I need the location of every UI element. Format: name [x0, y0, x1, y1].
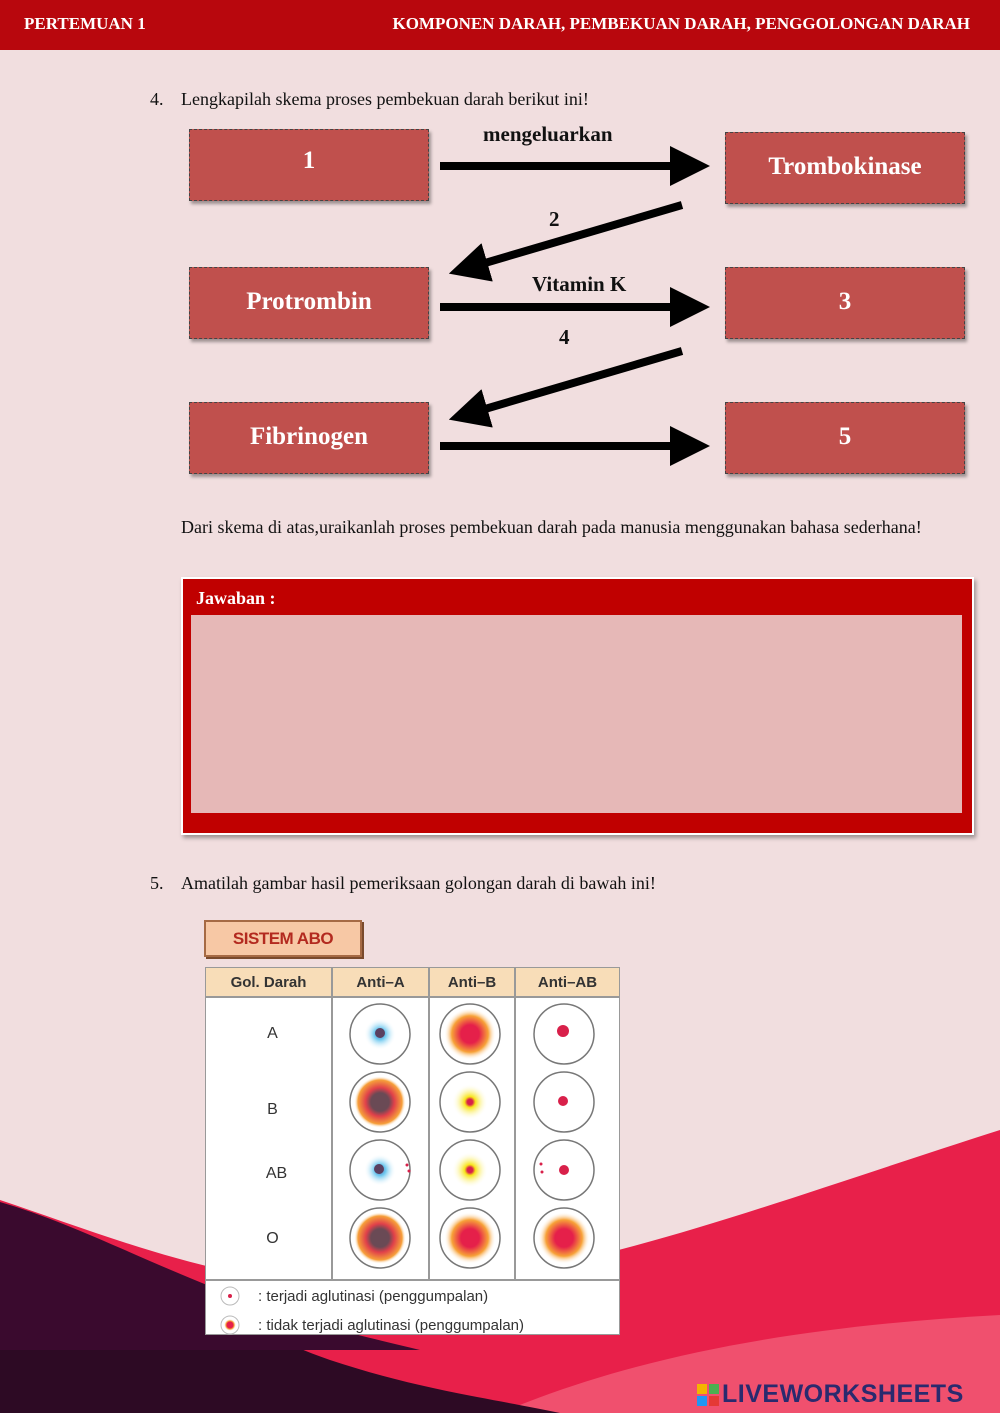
- column-header: Anti–AB: [516, 968, 619, 998]
- label-vitamin-k: Vitamin K: [532, 272, 627, 296]
- arrow-diag-2: [468, 351, 682, 414]
- brand-name: LIVEWORKSHEETS: [722, 1380, 964, 1408]
- well-o-anti-b: [440, 1208, 500, 1268]
- liveworksheets-icon: [697, 1384, 719, 1406]
- legend-agglutination: [220, 1286, 488, 1306]
- well-o-anti-ab: [534, 1208, 594, 1268]
- box-label: Fibrinogen: [249, 423, 369, 450]
- row-label: B: [267, 1101, 278, 1118]
- header-topic: KOMPONEN DARAH, PEMBEKUAN DARAH, PENGGOLONGAN DARAH: [392, 14, 970, 33]
- answer-title: Jawaban :: [196, 588, 276, 608]
- question-number: 5.: [150, 873, 164, 893]
- divider: [206, 1279, 619, 1281]
- well-ab-anti-ab: [534, 1140, 594, 1200]
- question-number: 4.: [150, 89, 164, 109]
- answer-box-5[interactable]: [725, 402, 965, 474]
- well-ab-anti-b: [440, 1140, 500, 1200]
- well-b-anti-b: [440, 1072, 500, 1132]
- box-trombokinase: [725, 132, 965, 204]
- well-a-anti-b: [440, 1004, 500, 1064]
- arrow-diag-1: [468, 205, 682, 268]
- agglutination-icon: [220, 1286, 240, 1306]
- instruction-paragraph: Dari skema di atas,uraikanlah proses pembekuan darah pada manusia menggunakan bahasa sederhana!: [181, 517, 922, 537]
- box-fibrinogen: [189, 402, 429, 474]
- label-blank-2[interactable]: 2: [549, 207, 560, 231]
- well-o-anti-a: [350, 1208, 410, 1268]
- box-label: 5: [838, 423, 852, 450]
- column-header: Gol. Darah: [206, 968, 333, 998]
- column-header: Anti–B: [430, 968, 516, 998]
- box-label: 3: [838, 288, 852, 315]
- well-a-anti-ab: [534, 1004, 594, 1064]
- box-label: 1: [302, 147, 316, 174]
- no-agglutination-icon: [220, 1315, 240, 1335]
- box-label: Trombokinase: [768, 153, 922, 180]
- answer-box-1[interactable]: [189, 129, 429, 201]
- row-label: AB: [265, 1165, 288, 1182]
- row-label: A: [267, 1025, 278, 1042]
- answer-panel: [181, 577, 974, 835]
- column-header: Anti–A: [333, 968, 430, 998]
- box-protrombin: [189, 267, 429, 339]
- well-b-anti-ab: [534, 1072, 594, 1132]
- row-label: O: [266, 1230, 279, 1247]
- label-mengeluarkan: mengeluarkan: [483, 122, 613, 146]
- answer-box-3[interactable]: [725, 267, 965, 339]
- well-a-anti-a: [350, 1004, 410, 1064]
- question-text: Amatilah gambar hasil pemeriksaan golongan darah di bawah ini!: [181, 873, 656, 893]
- abo-title-button: SISTEM ABO: [204, 920, 362, 957]
- well-ab-anti-a: [350, 1140, 411, 1200]
- header-session: PERTEMUAN 1: [24, 14, 146, 33]
- legend-text: : tidak terjadi aglutinasi (penggumpalan): [258, 1316, 524, 1334]
- agglutination-results: [206, 968, 619, 1279]
- answer-textarea[interactable]: [191, 615, 962, 813]
- legend-text: : terjadi aglutinasi (penggumpalan): [258, 1287, 489, 1305]
- abo-table: [205, 967, 620, 1335]
- well-b-anti-a: [350, 1072, 410, 1132]
- question-text: Lengkapilah skema proses pembekuan darah berikut ini!: [181, 89, 589, 109]
- legend-no-agglutination: [220, 1315, 524, 1335]
- label-blank-4[interactable]: 4: [559, 325, 570, 349]
- brand-logo: [697, 1380, 964, 1409]
- box-label: Protrombin: [246, 288, 372, 315]
